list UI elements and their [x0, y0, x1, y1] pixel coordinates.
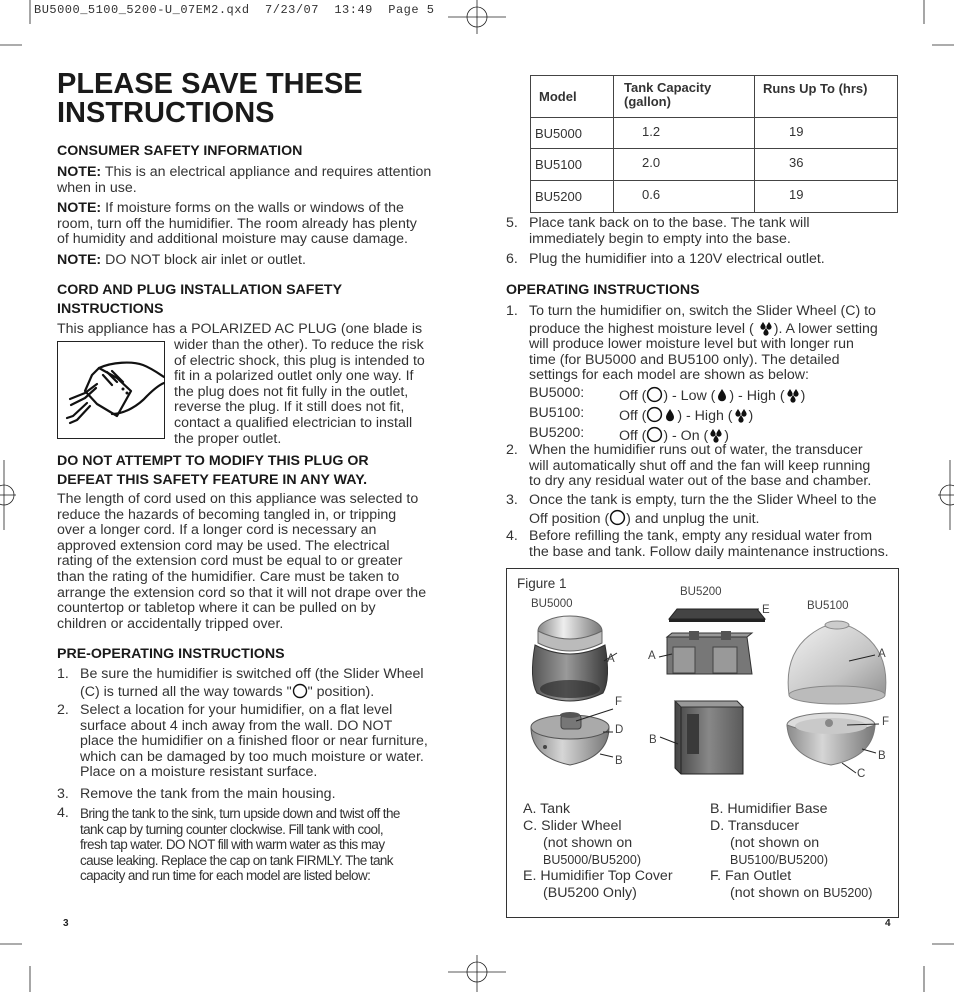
cord-line: The length of cord used on this appliance was selected to: [57, 491, 419, 507]
figure-title: Figure 1: [517, 576, 567, 591]
callout-e-bu5200: E: [762, 604, 770, 616]
plug-line: the plug does not fit fully in the outlet,: [174, 383, 409, 400]
cord-line: rating of the extension cord must be equal to or greater: [57, 553, 403, 570]
high-mist-icon: [733, 407, 749, 423]
operating-step-2: [506, 443, 906, 491]
header-tank-line-2: (gallon): [624, 94, 671, 109]
table-row: [531, 181, 898, 213]
bu5100-base-illustration: [787, 713, 875, 765]
legend-f-note-text: (not shown on: [730, 885, 824, 901]
step-2-line: Select a location for your humidifier, on a flat level: [80, 702, 393, 718]
title-line-1: PLEASE SAVE THESE: [57, 68, 363, 100]
note-1-text-b: when in use.: [57, 179, 137, 196]
low-mist-icon: [663, 407, 677, 423]
legend-d-models: BU5100/BU5200): [730, 853, 828, 867]
step-2-line: Place on a moisture resistant surface.: [80, 764, 318, 781]
step-1-text: " position).: [307, 683, 375, 700]
callout-b-bu5000: B: [615, 755, 623, 767]
op-1-text: ). A lower setting: [773, 320, 878, 337]
legend-d-note: (not shown on: [730, 835, 820, 851]
op-4-line: Before refilling the tank, empty any residual water from: [529, 528, 873, 544]
plug-warning-line-1: DO NOT ATTEMPT TO MODIFY THIS PLUG OR: [57, 453, 369, 469]
cell-tank: 2.0: [614, 149, 755, 181]
step-number: 3.: [57, 786, 69, 802]
page-title: [57, 70, 457, 128]
bu5100-label: BU5100: [807, 600, 849, 612]
legend-f-model: BU5200): [823, 886, 873, 900]
setting-text: Off (: [619, 387, 647, 404]
setting-bu5000: [529, 386, 904, 406]
legend-e-note: (BU5200 Only): [543, 885, 637, 901]
legend-d: D. Transducer: [710, 818, 800, 834]
bu5000-base-illustration: [531, 712, 609, 765]
op-2-line: to dry any residual water out of the base and chamber.: [529, 473, 872, 490]
safety-notes: [57, 165, 457, 269]
note-3-text: DO NOT block air inlet or outlet.: [105, 251, 306, 268]
step-number: 4.: [506, 528, 518, 544]
step-number: 1.: [506, 303, 518, 319]
bu5200-cover-illustration: [669, 609, 765, 622]
step-number: 2.: [57, 702, 69, 718]
op-4-line: the base and tank. Follow daily maintenance instructions.: [529, 543, 889, 560]
setting-text: ): [748, 407, 754, 424]
extension-cord-paragraph: [57, 492, 457, 632]
note-2: [57, 201, 457, 217]
setting-text: ) - High (: [677, 407, 733, 424]
bu5200-tank-illustration: [667, 631, 752, 674]
step-5-line-a: Place tank back on to the base. The tank will: [529, 215, 810, 231]
header-model: Model: [531, 76, 614, 118]
operating-heading: OPERATING INSTRUCTIONS: [506, 282, 700, 298]
cord-line: reduce the hazards of becoming tangled in, or tripping: [57, 506, 397, 523]
cord-heading-line-2: INSTRUCTIONS: [57, 301, 164, 317]
note-2-text-b: room, turn off the humidifier. The room already has plenty: [57, 215, 417, 232]
setting-text: ): [724, 427, 730, 444]
callout-a-bu5100: A: [878, 648, 886, 660]
cord-line: than the rating of the humidifier. Care must be taken to: [57, 568, 400, 585]
step-text: Remove the tank from the main housing.: [80, 786, 336, 802]
callout-b-bu5100: B: [878, 750, 886, 762]
preop-step-4: [57, 806, 457, 886]
note-3: [57, 253, 457, 269]
cord-heading-line-1: CORD AND PLUG INSTALLATION SAFETY: [57, 282, 343, 298]
step-2-line: which can be damaged by too much moisture or water.: [80, 748, 424, 765]
op-1-line: settings for each model are shown as below:: [529, 367, 809, 384]
setting-text: ) - High (: [729, 387, 785, 404]
op-1-line: [529, 320, 904, 338]
consumer-safety-heading: CONSUMER SAFETY INFORMATION: [57, 143, 303, 159]
high-mist-icon: [758, 320, 774, 336]
op-3-line: Once the tank is empty, turn the the Slider Wheel to the: [529, 492, 877, 508]
callout-a-bu5000: A: [607, 653, 615, 665]
callout-f-bu5100: F: [882, 716, 890, 728]
bu5200-label: BU5200: [680, 586, 722, 598]
cell-runs: 36: [755, 149, 898, 181]
step-number: 2.: [506, 442, 518, 458]
step-4-line: tank cap by turning counter clockwise. Fill tank with cool,: [80, 821, 384, 837]
callout-a-bu5200: A: [648, 650, 656, 662]
plug-description: [174, 338, 454, 447]
off-circle-icon: [609, 509, 626, 526]
setting-text: Off (: [619, 407, 647, 424]
step-1-line-b: [80, 683, 424, 701]
cord-heading: [57, 281, 342, 319]
legend-b: B. Humidifier Base: [710, 801, 828, 817]
page-number-left: 3: [63, 918, 69, 929]
step-number: 4.: [57, 805, 69, 821]
step-4-line: fresh tap water. DO NOT fill with warm water as this may: [80, 837, 385, 853]
file-slug: BU5000_5100_5200-U_07EM2.qxd 7/23/07 13:49 Page 5: [34, 3, 435, 17]
setting-text: Off (: [619, 427, 647, 444]
model-label: BU5200:: [529, 424, 585, 441]
step-text: [80, 806, 400, 884]
step-text: [80, 667, 424, 700]
header-tank-line-1: Tank Capacity: [624, 80, 712, 95]
cord-line: arrange the extension cord so that it will not drape over the: [57, 584, 427, 601]
plug-line: reverse the plug. If it still does not fit,: [174, 399, 405, 416]
operating-step-1: [506, 303, 906, 444]
off-circle-icon: [646, 426, 663, 443]
header-tank-capacity: [614, 76, 755, 118]
legend-f: F. Fan Outlet: [710, 868, 792, 884]
table-row: [531, 118, 898, 149]
step-number: 5.: [506, 215, 518, 231]
preop-step-1: [57, 667, 457, 699]
note-1-text-a: This is an electrical appliance and requires attention: [104, 164, 432, 180]
step-6: [506, 252, 906, 268]
op-3-text: ) and unplug the unit.: [626, 510, 760, 527]
step-text: [529, 493, 877, 527]
operating-step-3: [506, 493, 906, 527]
header-runs-up-to: Runs Up To (hrs): [755, 76, 898, 118]
setting-bu5100: [529, 406, 904, 426]
step-number: 6.: [506, 251, 518, 267]
op-1-line: time (for BU5000 and BU5100 only). The detailed: [529, 351, 840, 368]
table-header-row: [531, 76, 898, 118]
plug-line: contact a qualified electrician to install: [174, 414, 413, 431]
op-1-line: To turn the humidifier on, switch the Slider Wheel (C) to: [529, 303, 876, 319]
plug-line: of electric shock, this plug is intended to: [174, 352, 425, 369]
callout-d-bu5000: D: [615, 724, 624, 736]
cord-intro: This appliance has a POLARIZED AC PLUG (one blade is: [57, 321, 423, 337]
step-2-line: place the humidifier on a finished floor or near furniture,: [80, 733, 428, 750]
step-5-line-b: immediately begin to empty into the base.: [529, 230, 791, 247]
op-1-line: will produce lower moisture level but with longer run: [529, 336, 854, 353]
legend-c: C. Slider Wheel: [523, 818, 622, 834]
step-5: [506, 216, 906, 248]
setting-text: ): [800, 387, 806, 404]
step-1-line-a: Be sure the humidifier is switched off (the Slider Wheel: [80, 666, 424, 682]
cord-line: over a longer cord. If a longer cord is necessary an: [57, 522, 377, 539]
model-label: BU5000:: [529, 384, 585, 401]
op-2-line: will automatically shut off and the fan will keep running: [529, 457, 871, 474]
page-number-right: 4: [885, 918, 891, 929]
plug-line: fit in a polarized outlet only one way. If: [174, 368, 414, 385]
polarized-plug-icon: [57, 341, 165, 439]
off-circle-icon: [292, 683, 308, 699]
note-label: NOTE:: [57, 200, 102, 217]
callout-f-bu5000: F: [615, 696, 623, 708]
op-3-text: Off position (: [529, 510, 610, 527]
pre-operating-heading: PRE-OPERATING INSTRUCTIONS: [57, 646, 285, 662]
step-4-line: Bring the tank to the sink, turn upside down and twist off the: [80, 806, 400, 821]
bu5000-label: BU5000: [531, 598, 573, 610]
step-4-line: cause leaking. Replace the cap on tank FIRMLY. The tank: [80, 852, 393, 868]
step-2-line: surface about 4 inch away from the wall. DO NOT: [80, 717, 393, 734]
step-1-text: (C) is turned all the way towards ": [80, 683, 292, 700]
cord-line: countertop or tabletop where it can be pulled on by: [57, 600, 376, 617]
model-spec-table: [530, 75, 898, 213]
humidifier-illustrations: [507, 569, 898, 799]
note-label: NOTE:: [57, 251, 102, 268]
setting-text: ) - Low (: [663, 387, 716, 404]
legend-f-note: [730, 885, 872, 902]
op-1-text: produce the highest moisture level (: [529, 320, 754, 337]
bu5100-tank-illustration: [788, 621, 886, 704]
note-label: NOTE:: [57, 164, 102, 180]
callout-b-bu5200: B: [649, 734, 657, 746]
figure-1: [506, 568, 899, 918]
legend-c-models: BU5000/BU5200): [543, 853, 641, 867]
high-mist-icon: [785, 387, 801, 403]
plug-line: the proper outlet.: [174, 430, 282, 447]
cord-line: approved extension cord may be used. The electrical: [57, 537, 390, 554]
callout-c-bu5100: C: [857, 768, 866, 780]
off-circle-icon: [646, 406, 663, 423]
note-1: [57, 165, 457, 181]
step-text: [529, 529, 889, 560]
high-mist-icon: [708, 427, 724, 443]
plug-warning: [57, 452, 369, 490]
step-text: [529, 443, 871, 490]
off-circle-icon: [646, 386, 663, 403]
step-number: 1.: [57, 666, 69, 682]
cell-runs: 19: [755, 181, 898, 213]
setting-sequence: [619, 406, 753, 425]
operating-step-4: [506, 529, 906, 561]
cell-runs: 19: [755, 118, 898, 149]
note-2-text-a: If moisture forms on the walls or windows of the: [105, 200, 404, 217]
op-2-line: When the humidifier runs out of water, the transducer: [529, 442, 863, 458]
setting-sequence: [619, 386, 805, 405]
plug-line: wider than the other). To reduce the risk: [174, 337, 424, 353]
preop-step-2: [57, 703, 457, 783]
setting-text: ) - On (: [663, 427, 709, 444]
cell-model: BU5100: [531, 149, 614, 181]
preop-step-3: [57, 787, 457, 803]
bu5000-tank-illustration: [532, 616, 607, 701]
low-mist-icon: [715, 387, 729, 403]
step-text: Plug the humidifier into a 120V electrical outlet.: [529, 251, 825, 267]
table-row: [531, 149, 898, 181]
cell-model: BU5200: [531, 181, 614, 213]
legend-a: A. Tank: [523, 801, 571, 817]
step-4-line: capacity and run time for each model are listed below:: [80, 868, 371, 884]
plug-warning-line-2: DEFEAT THIS SAFETY FEATURE IN ANY WAY.: [57, 472, 368, 488]
bu5200-base-illustration: [675, 701, 743, 774]
cell-model: BU5000: [531, 118, 614, 149]
note-2-text-c: of humidity and additional moisture may cause damage.: [57, 231, 408, 248]
cord-line: children or accidentally tripped over.: [57, 615, 284, 632]
cell-tank: 0.6: [614, 181, 755, 213]
step-text: [529, 216, 810, 247]
step-number: 3.: [506, 492, 518, 508]
model-label: BU5100:: [529, 404, 585, 421]
step-text: [80, 703, 428, 781]
legend-c-note: (not shown on: [543, 835, 633, 851]
step-text: [529, 304, 904, 446]
op-3-line: [529, 509, 877, 528]
cell-tank: 1.2: [614, 118, 755, 149]
title-line-2: INSTRUCTIONS: [57, 97, 275, 129]
legend-e: E. Humidifier Top Cover: [523, 868, 673, 884]
